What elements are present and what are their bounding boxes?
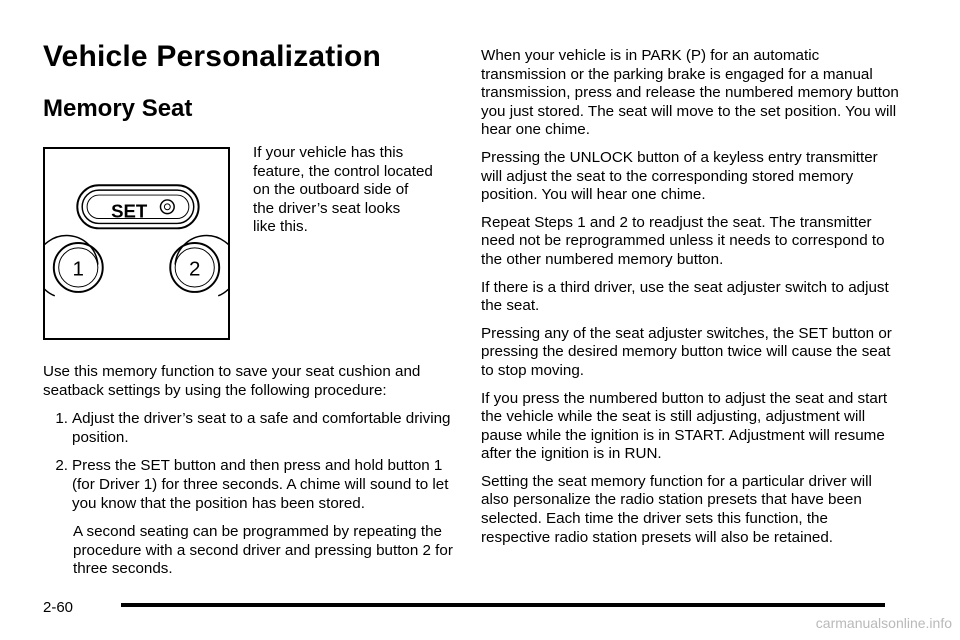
- second-driver-note: A second seating can be programmed by repeating the procedure with a second driver and pressing button 2 for three seconds.: [73, 523, 453, 578]
- paragraph: Setting the seat memory function for a particular driver will also personalize the radio station presets that have been selected. Each time the driver sets this function, the respective radio station presets will also be retained.: [481, 472, 872, 546]
- paragraph: Repeat Steps 1 and 2 to readjust the seat. The transmitter need not be reprogrammed unless it needs to correspond to the other numbered memory button.: [481, 213, 885, 268]
- list-item: [43, 457, 455, 513]
- set-indicator-icon: [160, 200, 174, 214]
- list-item: [43, 410, 455, 447]
- paragraph: Pressing the UNLOCK button of a keyless entry transmitter will adjust the seat to the corresponding stored memory position. You will hear one chime.: [481, 148, 878, 204]
- step-text: Press the SET button and then press and hold button 1 (for Driver 1) for three seconds. A chime will sound to let you know that the position has been stored.: [72, 457, 449, 512]
- figure-caption: If your vehicle has this feature, the control located on the outboard side of the driver’s seat looks like this.: [253, 144, 433, 236]
- footer-rule: [121, 603, 885, 607]
- paragraph: If you press the numbered button to adjust the seat and start the vehicle while the seat is still adjusting, adjustment will pause while the ignition is in START. Adjustment will resume after the ignition is in RUN.: [481, 389, 888, 463]
- button-1-label: 1: [72, 257, 84, 281]
- left-column: [43, 363, 455, 589]
- page-number: 2-60: [43, 599, 74, 616]
- set-button: [77, 185, 198, 228]
- paragraph: If there is a third driver, use the seat adjuster switch to adjust the seat.: [481, 278, 889, 315]
- memory-seat-control-illustration: [43, 147, 230, 340]
- step-text: Adjust the driver’s seat to a safe and comfortable driving position.: [72, 410, 451, 446]
- intro-paragraph: Use this memory function to save your seat cushion and seatback settings by using the following procedure:: [43, 363, 421, 399]
- procedure-steps: [43, 410, 455, 513]
- paragraph: When your vehicle is in PARK (P) for an automatic transmission or the parking brake is engaged for a manual transmission, press and release the numbered memory button you just stored. The seat will move to the set position. You will hear one chime.: [481, 47, 899, 139]
- step-number: 2.: [55, 457, 68, 475]
- section-heading: Memory Seat: [43, 95, 193, 122]
- step-number: 1.: [55, 410, 68, 428]
- right-column: [481, 47, 901, 556]
- memory-button-1: [45, 236, 103, 296]
- button-2-label: 2: [189, 257, 201, 281]
- page-title: Vehicle Personalization: [43, 40, 382, 73]
- paragraph: Pressing any of the seat adjuster switches, the SET button or pressing the desired memory button twice will cause the seat to stop moving.: [481, 324, 892, 379]
- watermark: carmanualsonline.info: [815, 615, 952, 631]
- set-label: SET: [111, 200, 148, 222]
- memory-button-2: [170, 236, 228, 296]
